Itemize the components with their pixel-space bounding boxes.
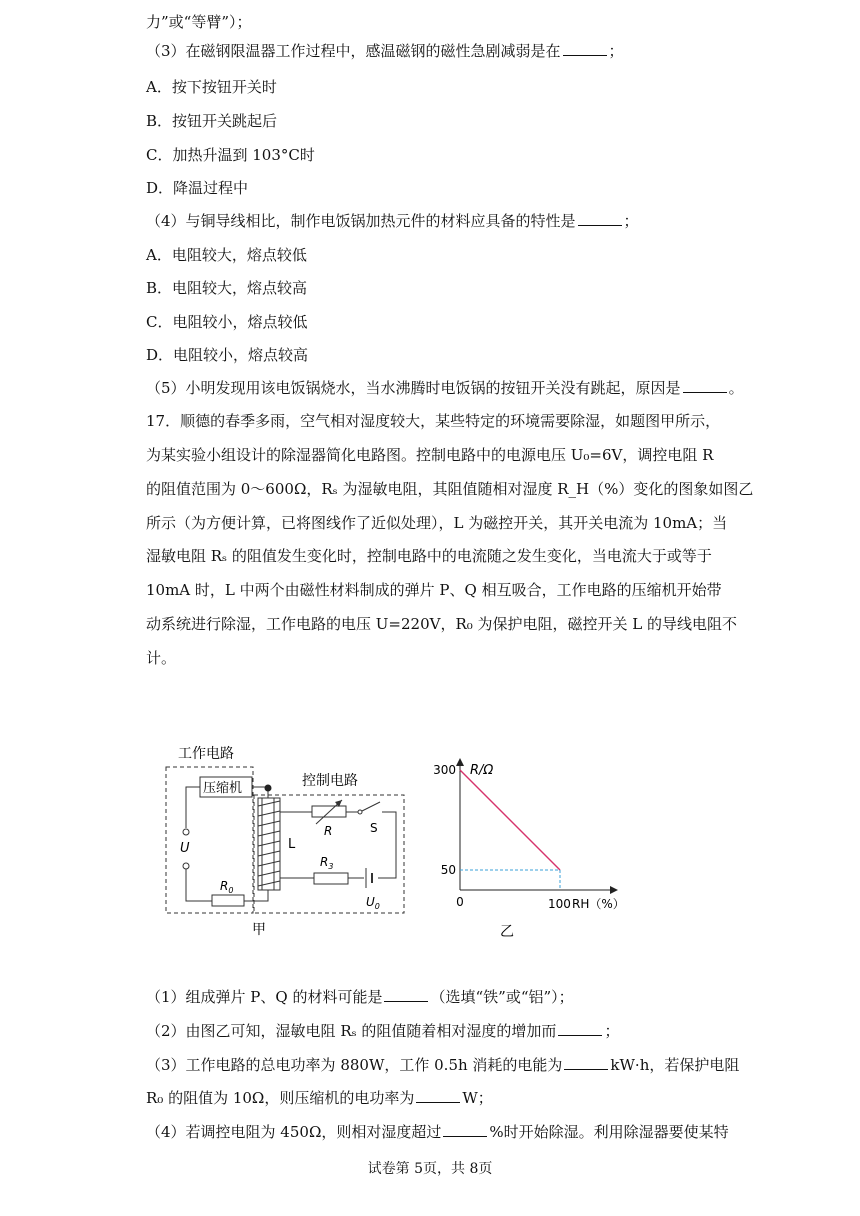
answer-blank <box>443 1122 487 1137</box>
s4-end: %时开始除湿。利用除湿器要使某特 <box>489 1123 729 1141</box>
terminal <box>183 829 189 835</box>
answer-blank <box>416 1088 460 1103</box>
figure-caption-jia: 甲 <box>252 922 266 938</box>
junction-dot <box>265 785 272 792</box>
s2-end: ； <box>604 1022 620 1040</box>
answer-blank <box>563 41 607 56</box>
wire <box>186 787 200 828</box>
option-b: B．按钮开关跳起后 <box>146 112 278 130</box>
q5-text: （5）小明发现用该电饭锅烧水，当水沸腾时电饭锅的按钮开关没有跳起，原因是 <box>146 379 681 397</box>
sub-question-3-cont <box>146 1088 493 1108</box>
problem-17-line: 的阻值范围为 0～600Ω，Rₛ 为湿敏电阻，其阻值随相对湿度 R_H（%）变化的图象如图乙 <box>146 480 754 498</box>
q5-end: 。 <box>728 379 744 397</box>
page-footer: 试卷第 5页，共 8页 <box>367 1161 493 1177</box>
x-tick-label: 100 <box>548 897 571 911</box>
option-c: C．加热升温到 103°C时 <box>146 146 315 164</box>
r0-label <box>220 879 233 895</box>
switch-pivot <box>358 810 362 814</box>
resistance-line <box>460 770 560 870</box>
s3-2-text: R₀ 的阻值为 10Ω，则压缩机的电功率为 <box>146 1089 415 1107</box>
u0-letter: U <box>366 895 375 909</box>
s3-mid: kW·h，若保护电阻 <box>610 1056 740 1074</box>
option-a: A．电阻较大，熔点较低 <box>146 246 307 264</box>
answer-blank <box>558 1021 602 1036</box>
option-d: D．电阻较小，熔点较高 <box>146 346 309 364</box>
voltage-u-label: U <box>180 841 190 856</box>
coil-windings <box>258 801 280 886</box>
work-circuit-label: 工作电路 <box>178 746 234 762</box>
question-4 <box>146 211 639 231</box>
r0-subscript: 0 <box>228 886 234 895</box>
r0-letter: R <box>220 879 229 893</box>
y-axis-arrow <box>456 758 464 766</box>
terminal <box>183 863 189 869</box>
sub-question-3 <box>146 1055 739 1075</box>
option-c: C．电阻较小，熔点较低 <box>146 313 308 331</box>
answer-blank <box>384 987 428 1002</box>
resistor-rs <box>314 873 348 884</box>
rs-letter: R <box>320 855 329 869</box>
rs-label <box>320 855 333 871</box>
resistor-r0 <box>212 895 244 906</box>
sub-question-1 <box>146 987 574 1007</box>
wire <box>244 890 268 901</box>
r-label: R <box>324 824 333 838</box>
s1-end: （选填“铁”或“铝”）； <box>430 988 574 1006</box>
option-b: B．电阻较大，熔点较高 <box>146 279 308 297</box>
coil-l-label: L <box>288 837 296 852</box>
sub-question-2 <box>146 1021 619 1041</box>
y-tick-label: 50 <box>440 863 456 877</box>
s1-text: （1）组成弹片 P、Q 的材料可能是 <box>146 988 383 1006</box>
answer-blank <box>578 211 622 226</box>
option-a: A．按下按钮开关时 <box>146 78 277 96</box>
wire <box>378 812 396 878</box>
text-line: 力”或“等臂”）； <box>146 13 252 31</box>
s2-text: （2）由图乙可知，湿敏电阻 Rₛ 的阻值随着相对湿度的增加而 <box>146 1022 557 1040</box>
u0-label <box>366 895 380 911</box>
q4-text: （4）与铜导线相比，制作电饭锅加热元件的材料应具备的特性是 <box>146 212 576 230</box>
y-tick-label: 300 <box>433 763 456 777</box>
answer-blank <box>683 378 727 393</box>
problem-17-line: 湿敏电阻 Rₛ 的阻值发生变化时，控制电路中的电流随之发生变化，当电流大于或等于 <box>146 547 712 565</box>
sub-question-4 <box>146 1122 729 1142</box>
control-circuit-label: 控制电路 <box>302 773 358 789</box>
problem-17-line: 10mA 时，L 中两个由磁性材料制成的弹片 P、Q 相互吸合，工作电路的压缩机开始带 <box>146 581 722 599</box>
problem-17-line: 动系统进行除湿，工作电路的电压 U=220V，R₀ 为保护电阻，磁控开关 L 的导线电阻不 <box>146 615 738 633</box>
circuit-diagram <box>160 740 420 940</box>
option-d: D．降温过程中 <box>146 179 249 197</box>
q3-end: ； <box>608 42 624 60</box>
rs-subscript: 3 <box>328 862 334 871</box>
question-5 <box>146 378 744 398</box>
problem-17-line: 为某实验小组设计的除湿器简化电路图。控制电路中的电源电压 U₀=6V，调控电阻 R <box>146 446 714 464</box>
s3-2-end: W； <box>462 1089 493 1107</box>
y-axis-label: R/Ω <box>470 763 494 778</box>
question-3 <box>146 41 624 61</box>
x-axis-label: RH（%） <box>572 897 625 911</box>
switch-s <box>362 802 380 811</box>
compressor-label: 压缩机 <box>203 781 243 796</box>
x-tick-label: 0 <box>456 895 464 909</box>
problem-17-line: 所示（为方便计算，已将图线作了近似处理），L 为磁控开关，其开关电流为 10mA；当 <box>146 514 728 532</box>
answer-blank <box>564 1055 608 1070</box>
q4-end: ； <box>623 212 639 230</box>
q3-text: （3）在磁钢限温器工作过程中，感温磁钢的磁性急剧减弱是在 <box>146 42 561 60</box>
humidity-resistance-chart <box>420 748 650 943</box>
figure-caption-yi: 乙 <box>500 924 514 940</box>
switch-s-label: S <box>370 821 378 835</box>
wire <box>186 869 212 901</box>
u0-subscript: 0 <box>374 902 380 911</box>
s3-text: （3）工作电路的总电功率为 880W，工作 0.5h 消耗的电能为 <box>146 1056 563 1074</box>
problem-17-line: 计。 <box>146 649 177 667</box>
x-axis-arrow <box>610 886 618 894</box>
s4-text: （4）若调控电阻为 450Ω，则相对湿度超过 <box>146 1123 442 1141</box>
problem-17-line: 17．顺德的春季多雨，空气相对湿度较大，某些特定的环境需要除湿，如题图甲所示， <box>146 412 721 430</box>
